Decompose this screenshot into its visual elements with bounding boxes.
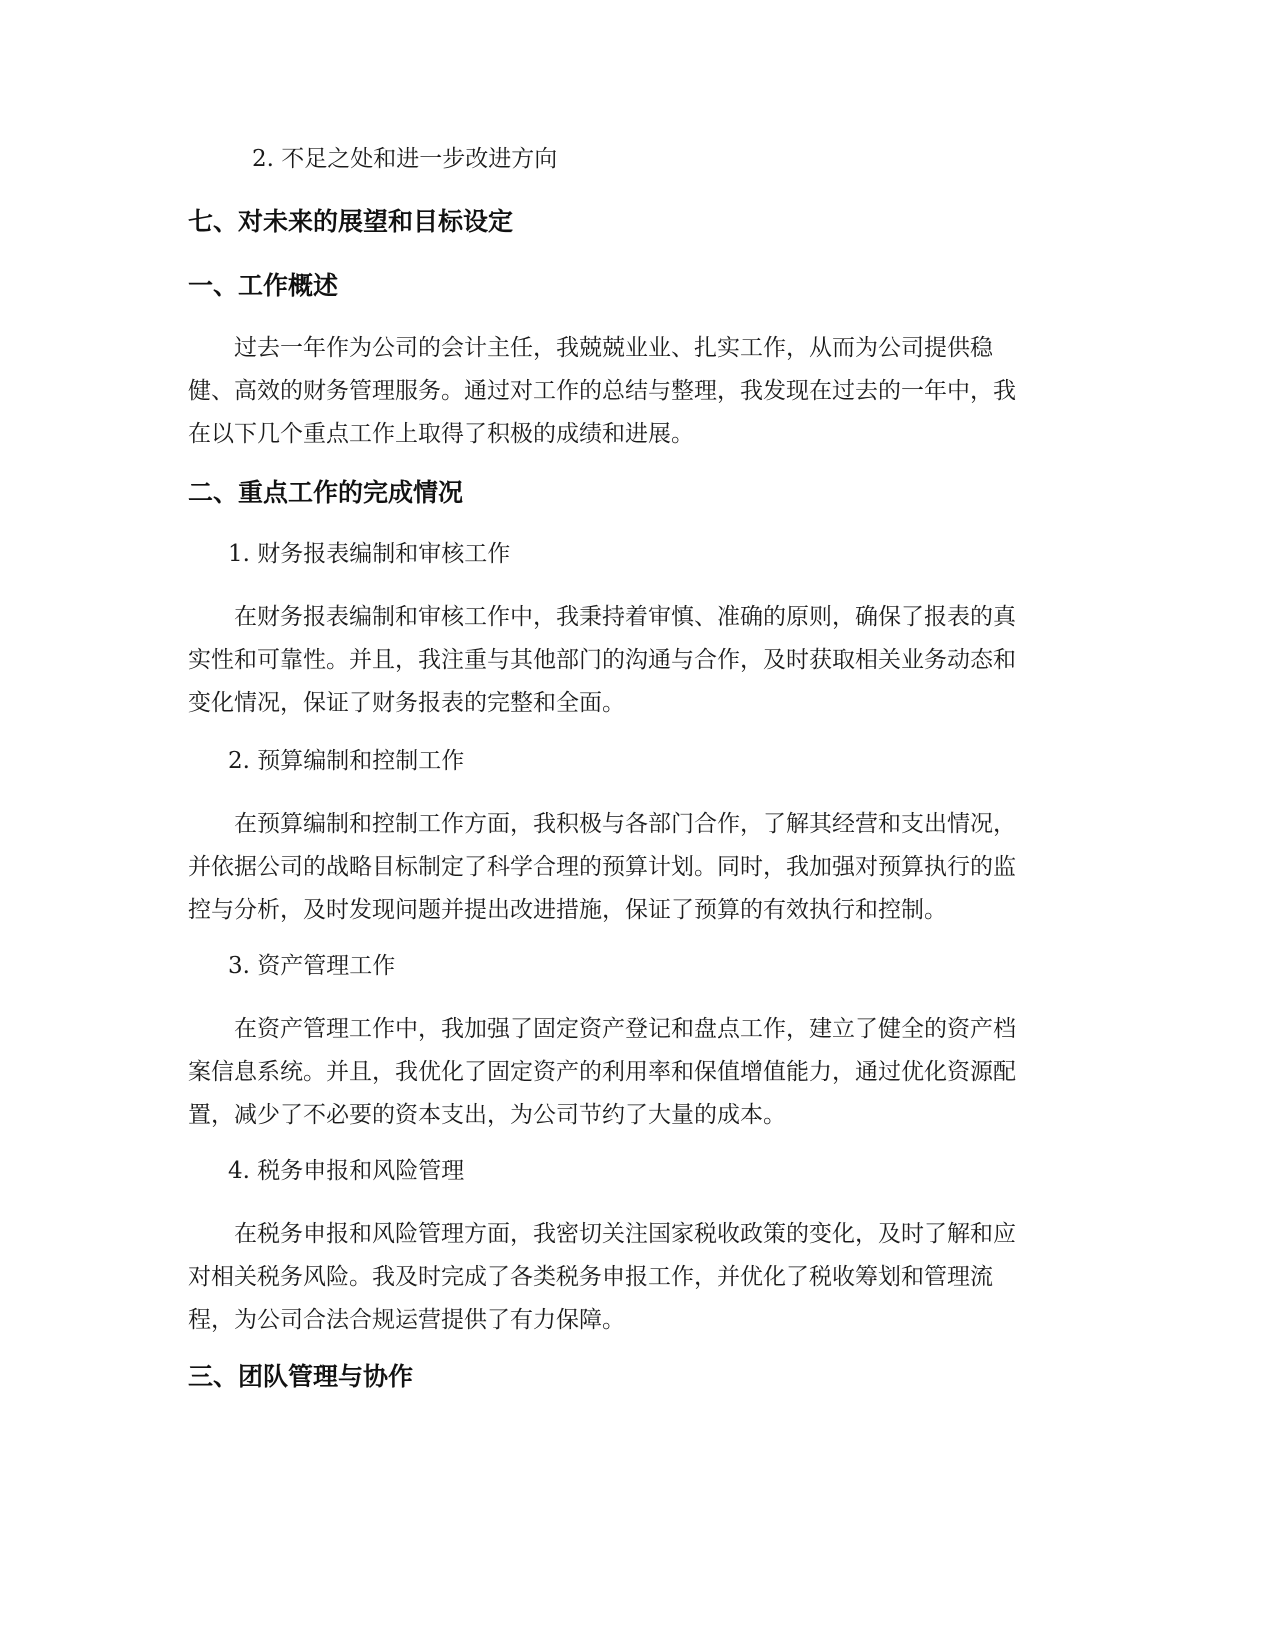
section-heading-team: 三、团队管理与协作 bbox=[188, 1362, 414, 1391]
paragraph-budget bbox=[188, 803, 1088, 932]
paragraph-line: 在预算编制和控制工作方面，我积极与各部门合作，了解其经营和支出情况， bbox=[234, 811, 1016, 837]
paragraph-line: 在资产管理工作中，我加强了固定资产登记和盘点工作，建立了健全的资产档 bbox=[234, 1016, 1016, 1042]
paragraph-tax bbox=[188, 1213, 1088, 1342]
section-heading-overview: 一、工作概述 bbox=[188, 271, 339, 300]
paragraph-line: 在税务申报和风险管理方面，我密切关注国家税收政策的变化，及时了解和应 bbox=[234, 1221, 1016, 1247]
paragraph-line: 实性和可靠性。并且，我注重与其他部门的沟通与合作，及时获取相关业务动态和 bbox=[188, 647, 1016, 673]
list-item-title: 3. 资产管理工作 bbox=[228, 953, 396, 979]
paragraph-overview bbox=[188, 327, 1088, 456]
list-item-improvement: 2. 不足之处和进一步改进方向 bbox=[252, 146, 558, 172]
list-item-title: 1. 财务报表编制和审核工作 bbox=[228, 541, 511, 567]
paragraph-line: 健、高效的财务管理服务。通过对工作的总结与整理，我发现在过去的一年中，我 bbox=[188, 378, 1016, 404]
list-item-title: 4. 税务申报和风险管理 bbox=[228, 1158, 465, 1184]
paragraph-line: 程，为公司合法合规运营提供了有力保障。 bbox=[188, 1307, 625, 1333]
list-item-title: 2. 预算编制和控制工作 bbox=[228, 748, 465, 774]
paragraph-line: 在以下几个重点工作上取得了积极的成绩和进展。 bbox=[188, 421, 694, 447]
paragraph-line: 过去一年作为公司的会计主任，我兢兢业业、扎实工作，从而为公司提供稳 bbox=[234, 335, 993, 361]
section-heading-key-work: 二、重点工作的完成情况 bbox=[188, 478, 464, 507]
paragraph-line: 置，减少了不必要的资本支出，为公司节约了大量的成本。 bbox=[188, 1102, 786, 1128]
paragraph-line: 并依据公司的战略目标制定了科学合理的预算计划。同时，我加强对预算执行的监 bbox=[188, 854, 1016, 880]
paragraph-line: 变化情况，保证了财务报表的完整和全面。 bbox=[188, 690, 625, 716]
paragraph-line: 在财务报表编制和审核工作中，我秉持着审慎、准确的原则，确保了报表的真 bbox=[234, 604, 1016, 630]
paragraph-financial-reports bbox=[188, 596, 1088, 725]
paragraph-line: 对相关税务风险。我及时完成了各类税务申报工作，并优化了税收筹划和管理流 bbox=[188, 1264, 993, 1290]
paragraph-assets bbox=[188, 1008, 1088, 1137]
section-heading-outlook: 七、对未来的展望和目标设定 bbox=[188, 207, 514, 236]
paragraph-line: 案信息系统。并且，我优化了固定资产的利用率和保值增值能力，通过优化资源配 bbox=[188, 1059, 1016, 1085]
paragraph-line: 控与分析，及时发现问题并提出改进措施，保证了预算的有效执行和控制。 bbox=[188, 897, 947, 923]
